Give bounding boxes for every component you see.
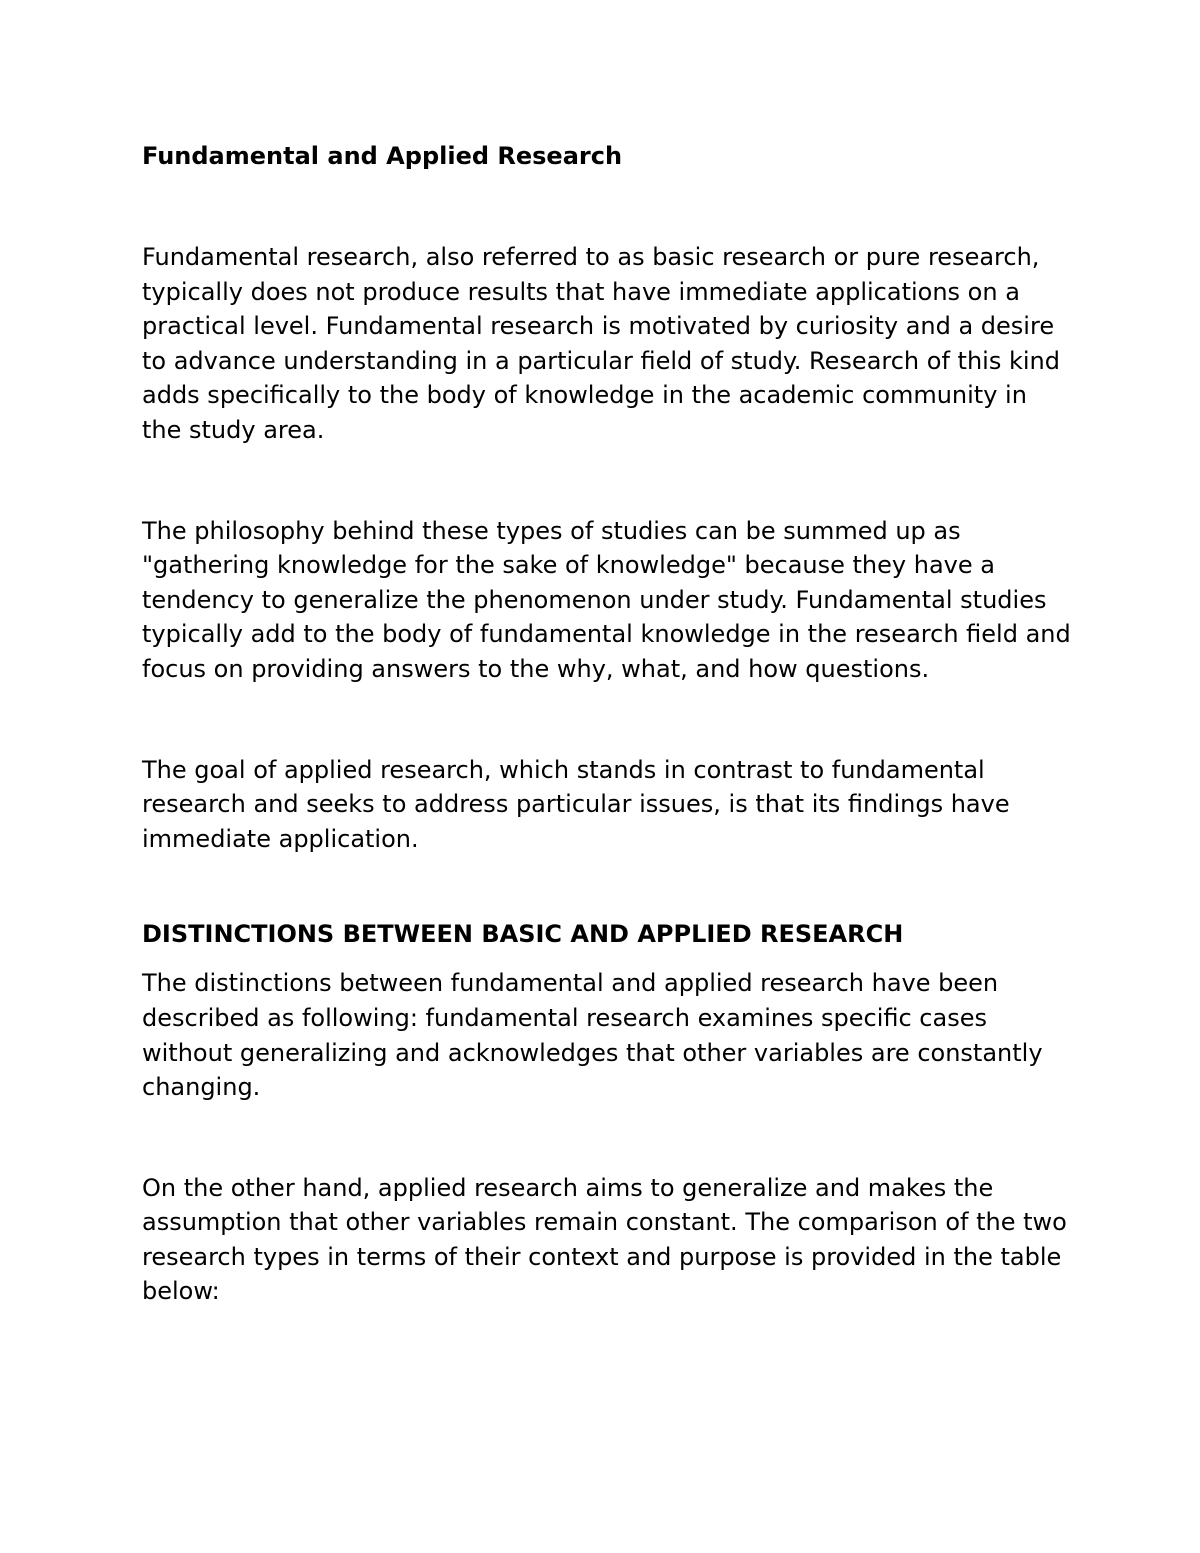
document-page [142,138,1072,1309]
document-title: Fundamental and Applied Research [142,142,623,170]
section-heading-distinctions: DISTINCTIONS BETWEEN BASIC AND APPLIED RESEARCH [142,920,904,949]
paragraph-comparison: On the other hand, applied research aims to generalize and makes the assumption that other variables remain constant. The comparison of the two research types in terms of their context and purpose is provided in the table below: [142,1173,1067,1306]
paragraph-applied-goal: The goal of applied research, which stands in contrast to fundamental research and seeks to address particular issues, is that its findings have immediate application. [142,755,1010,853]
paragraph-philosophy: The philosophy behind these types of studies can be summed up as "gathering knowledge for the sake of knowledge" because they have a tendency to generalize the phenomenon under study. Fundamental studies typically add to the body of fundamental knowledge in the research field and focus on providing answers to the why, what, and how questions. [142,516,1071,683]
paragraph-distinctions: The distinctions between fundamental and applied research have been described as following: fundamental research examines specific cases without generalizing and acknowledges that other variables are constantly changing. [142,969,1043,1102]
paragraph-fundamental-definition: Fundamental research, also referred to as basic research or pure research, typically does not produce results that have immediate applications on a practical level. Fundamental research is motivated by curiosity and a desire to advance understanding in a particular field of study. Research of this kind adds specifically to the body of knowledge in the academic community in the study area. [142,243,1060,444]
